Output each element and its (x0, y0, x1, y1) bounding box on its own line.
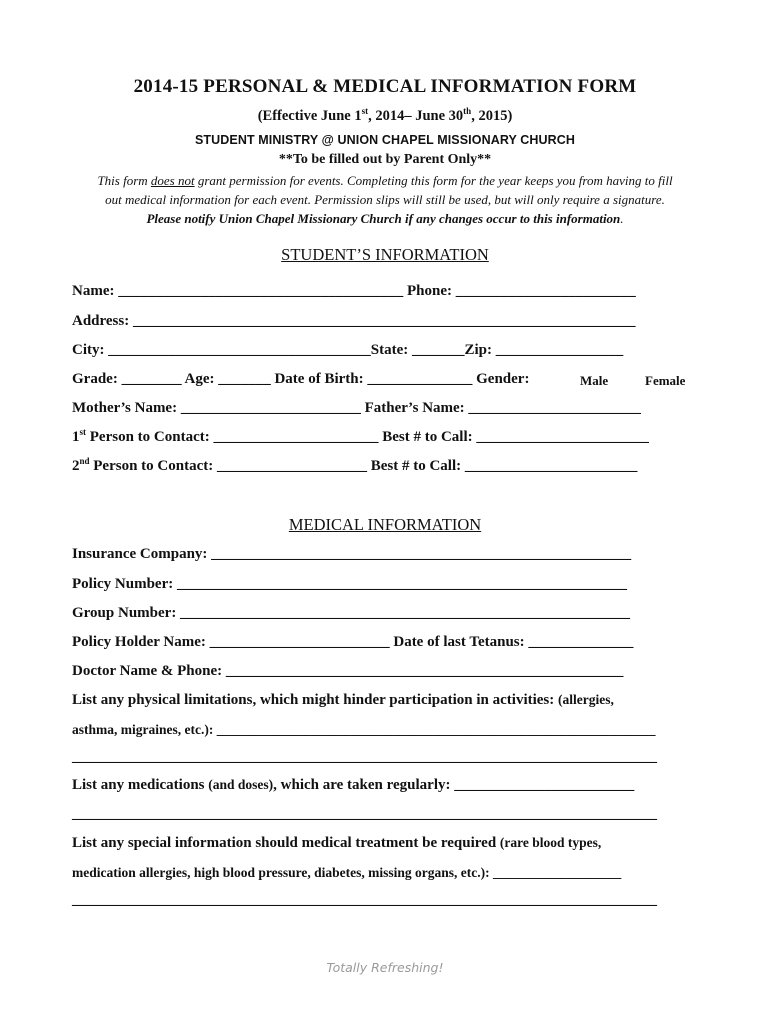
contact-1-row[interactable] (72, 429, 649, 446)
doctor-row[interactable]: Doctor Name & Phone: _____________________________________________________ (72, 663, 624, 679)
medical-section-heading: MEDICAL INFORMATION (288, 515, 482, 534)
gender-option-male[interactable]: Male (580, 373, 609, 388)
group-number-row[interactable]: Group Number: ____________________________________________________________ (72, 605, 631, 621)
limitations-main: List any physical limitations, which might hinder participation in activities: (72, 692, 559, 708)
gender-option-female[interactable]: Female (645, 373, 686, 388)
effective-sup-th: th (463, 106, 472, 117)
special-small: (rare blood types, (499, 835, 602, 850)
grade-age-dob-gender-row (72, 371, 529, 388)
note-line-2: out medical information for each event. Permission slips will still be used, but will only require a signature. (105, 192, 665, 207)
form-note (0, 171, 770, 228)
note-line-3-end: . (620, 211, 624, 226)
limitations-line-2[interactable]: asthma, migraines, etc.): _________________________________________________________________ (72, 722, 656, 737)
limitations-small: (allergies, (558, 692, 614, 707)
ministry-name: STUDENT MINISTRY @ UNION CHAPEL MISSIONARY CHURCH (194, 133, 576, 147)
note-line-3 (0, 209, 770, 228)
contact-2-row[interactable] (72, 458, 637, 475)
contact-1-num: 1 (72, 429, 80, 445)
medications-row[interactable] (72, 777, 634, 794)
medications-rest: , which are taken regularly: ________________________ (273, 777, 635, 793)
special-info-line-2[interactable]: medication allergies, high blood pressure, diabetes, missing organs, etc.): ___________________ (72, 865, 622, 880)
student-section-heading: STUDENT’S INFORMATION (281, 245, 489, 264)
special-info-row (72, 835, 601, 852)
note-pre: This form (97, 173, 151, 188)
insurance-company-row[interactable]: Insurance Company: ________________________________________________________ (72, 546, 632, 562)
contact-2-num: 2 (72, 458, 80, 474)
name-phone-row[interactable]: Name: ______________________________________ Phone: ________________________ (72, 283, 636, 299)
contact-1-sup: st (79, 427, 86, 437)
footer-tagline: Totally Refreshing! (326, 960, 444, 975)
parent-only-notice: **To be filled out by Parent Only** (278, 152, 492, 167)
effective-suffix: , 2015) (471, 108, 513, 124)
policy-holder-tetanus-row[interactable]: Policy Holder Name: ________________________ Date of last Tetanus: ______________ (72, 634, 634, 650)
policy-number-row[interactable]: Policy Number: ____________________________________________________________ (72, 576, 627, 592)
effective-sup-st: st (361, 106, 369, 117)
grade-age-dob-gender-label[interactable]: Grade: ________ Age: _______ Date of Birth: ______________ Gender: (72, 371, 530, 387)
note-underlined: does not (150, 173, 195, 188)
form-title: 2014-15 PERSONAL & MEDICAL INFORMATION FORM (133, 76, 637, 97)
special-main: List any special information should medical treatment be required (72, 835, 500, 851)
contact-1-rest: Person to Contact: ______________________ Best # to Call: _______________________ (86, 429, 649, 445)
blank-line-2[interactable]: ______________________________________________________________________________ (72, 806, 657, 822)
contact-2-rest: Person to Contact: ____________________ Best # to Call: _______________________ (89, 458, 638, 474)
note-line-3-bold: Please notify Union Chapel Missionary Church if any changes occur to this information (146, 211, 621, 226)
limitations-row (72, 692, 614, 709)
medications-small: (and doses) (208, 777, 274, 792)
note-line-1-rest: grant permission for events. Completing this form for the year keeps you from having to fill (194, 173, 673, 188)
blank-line-1[interactable]: ______________________________________________________________________________ (72, 749, 657, 765)
effective-dates (0, 108, 770, 125)
blank-line-3[interactable]: ______________________________________________________________________________ (72, 892, 657, 908)
effective-mid: , 2014– June 30 (368, 108, 464, 124)
contact-2-sup: nd (79, 456, 90, 466)
medications-main: List any medications (72, 777, 209, 793)
note-line-1 (0, 171, 770, 190)
city-state-zip-row[interactable]: City: ___________________________________State: _______Zip: _________________ (72, 342, 624, 358)
address-row[interactable]: Address: ___________________________________________________________________ (72, 313, 636, 329)
parents-row[interactable]: Mother’s Name: ________________________ Father’s Name: _______________________ (72, 400, 641, 416)
effective-prefix: (Effective June 1 (257, 108, 362, 124)
